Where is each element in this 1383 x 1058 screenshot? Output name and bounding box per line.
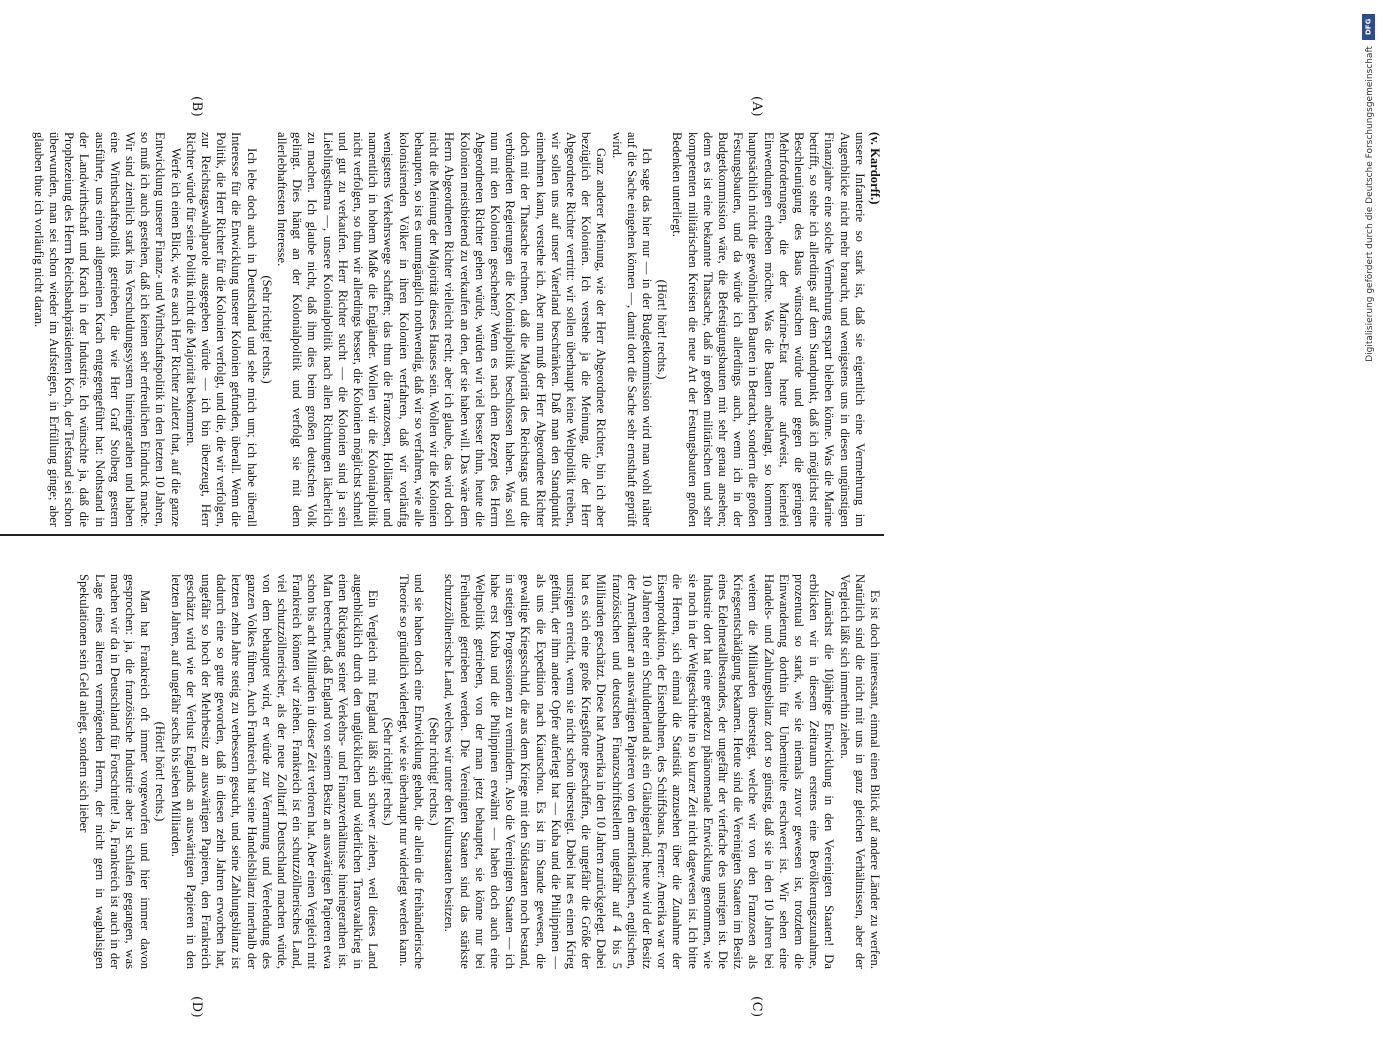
margin-label-a: (A): [749, 96, 764, 118]
paragraph: Zunächst die 10jährige Entwicklung in den Vereinigten Staaten! Da erblicken wir in diesem Zeitraum erstens eine Bevölkerungszunahme, prozentual so stark, wie sie niemals zuvor gewesen ist, trotzdem die Einwanderung dorthin für Unbemittelte erschwert ist. Wir sehen eine Handels- und Zahlungsbilanz dort so günstig, daß sie in den 10 Jahren bei weitem die Milliarden übersteigt, welche wir von den Franzosen als Kriegsentschädigung bekamen. Heute sind die Vereinigten Staaten im Besitz eines Edelmetallbestandes, der ungefähr der vierfache des unsrigen ist. Die Industrie dort hat eine geradezu phänomenale Entwicklung genommen, wie sie noch in der Weltgeschichte in so kurzer Zeit nicht dagewesen ist. Ich bitte die Herren, sich einmal die Statistik anzusehen über die Zunahme der Eisenproduktion, der Eisenbahnen, des Schiffsbaus. Ferner: Amerika war vor 10 Jahren eher ein Schuldnerland als ein Gläubigerland; heute wird der Besitz der Amerikaner an auswärtigen Papieren von den amerikanischen, englischen, französischen und deutschen Finanzschriftstellern ungefähr auf 4 bis 5 Milliarden geschätzt. Diese hat Amerika in den 10 Jahren zurückgelegt. Dabei hat es sich eine große Kriegsflotte geschaffen, die ungefähr die Größe der unsrigen erreicht, wenn sie nicht schon übersteigt. Dabei hat es einen Krieg geführt, der ihm andere Opfer auferlegt hat — Kuba und die Philippinen — als uns die Expedition nach Kiautschou. Es ist im Stande gewesen, die gewaltige Kriegsschuld, die aus dem Kriege mit den Südstaaten noch bestand, in stetigen Progressionen zu vermindern. Also die Vereinigten Staaten — ich habe erst Kuba und die Philippinen erwähnt — haben doch auch eine Weltpolitik getrieben, von der man jetzt behauptet, sie könne nur bei Freihandel getrieben werden. Die Vereinigten Staaten sind das stärkste schutzzöllnerische Land, welches wir unter den Kulturstaaten besitzen.: [442, 574, 837, 969]
paragraph: Ich sage das hier nur — in der Budgetkommission wird man wohl näher auf die Sache eingehen können —, damit dort die Sache sehr ernsthaft geprüft wird.: [609, 132, 654, 527]
paragraph: unsere Infanterie so stark ist, daß sie eigentlich eine Vermehrung im Augenblicke nicht mehr braucht, und wenigstens uns in diesen ungünstigen Finanzjahre eine solche Vermehrung erspart bleiben könne. Was die Marine betrifft, so stehe ich allerdings auf dem Standpunkt, daß ich möglichst eine Beschleunigung des Baus wünschen würde und gegen die geringen Mehrforderungen, die der Marine-Etat heute aufweist, keinerlei Einwendungen erheben möchte. Was die Bauten anbelangt, so kommen hauptsächlich nicht die gewöhnlichen Bauten in Betracht, sondern die großen Festungsbauten, und da würde ich allerdings auch, wenn ich in der Budgetkommission wäre, die Befestigungsbauten mit sehr genau ansehen; denn es ist eine bekannte Thatsache, daß in großen militärischen und sehr kompetenten militärischen Kreisen die neue Art der Festungsbauten großen Bedenken unterliegt.: [670, 132, 867, 527]
left-text-column: [0, 132, 882, 527]
dfg-logo-text: DFG: [1364, 18, 1373, 36]
margin-label-b: (B): [189, 96, 204, 118]
interjection: (Sehr richtig! rechts.): [259, 275, 274, 384]
speaker-label: (v. Kardorff.): [868, 132, 882, 205]
paragraph: Man hat Frankreich oft immer vorgeworfen und hier immer davon gesprochen: ja, die französische Industrie aber ist schlafen gegangen, was machen wir da in Deutschland für Fortschritte! Ja, Frankreich ist auch in der Lage eines älteren vermögenden Herrn, der nicht gern in waghalsigen Spekulationen sein Geld anlegt, sondern sich lieber: [77, 574, 153, 969]
scanned-page: [0, 58, 942, 1058]
margin-label-c: (C): [749, 996, 764, 1018]
paragraph: Es ist doch interessant, einmal einen Blick auf andere Länder zu werfen. Natürlich sind die nicht mit uns in ganz gleichen Verhältnissen, aber der Vergleich läßt sich immerhin ziehen.: [837, 574, 882, 969]
digitization-sidebar: [1361, 6, 1375, 996]
paragraph: Ganz anderer Meinung, wie der Herr Abgeordnete Richter, bin ich aber bezüglich der Kolonien. Ich verstehe ja die Meinung, die der Herr Abgeordnete Richter vertritt: wir sollen überhaupt keine Weltpolitik treiben, wir sollen uns auf unser Vaterland beschränken. Daß man den Standpunkt einnehmen kann, verstehe ich. Aber nun muß der Herr Abgeordnete Richter doch mit der Thatsache rechnen, daß die Majorität des Reichstags und die verbündeten Regierungen die Kolonialpolitik beschlossen haben. Was soll nun mit den Kolonien geschehen? Wenn es nach dem Rezept des Herrn Abgeordneten Richter gehen würde, würden wir viel besser thun, heute die Kolonien meistbietend zu verkaufen an den, der sie haben will. Das wäre dem Herrn Abgeordneten Richter vielleicht recht; aber ich glaube, das wird doch nicht die Meinung der Majorität dieses Hauses sein. Wollen wir die Kolonien behaupten, so ist es unumgänglich nothwendig, daß wir so verfahren, wie alle kolonisirenden Völker in ihren Kolonien verfahren, daß wir vorläufig wenigstens Verkehrswege schaffen; das thun die Franzosen, Holländer und namentlich in hohem Maße die Engländer. Wollen wir die Kolonialpolitik nicht verfolgen, so thun wir allerdings besser, die Kolonien möglichst schnell und gut zu verkaufen. Herr Richter sucht — die Kolonien sind ja sein Lieblingsthema —, unsere Kolonialpolitik nach allen Richtungen lächerlich zu machen. Ich glaube nicht, daß ihm dies beim großen deutschen Volk gelingt. Dies hängt an der Kolonialpolitik und verfolgt sie mit dem allerlebhaftesten Interesse.: [275, 132, 609, 527]
paragraph: Ein Vergleich mit England läßt sich schwer ziehen, weil dieses Land augenblicklich durch den unglücklichen und widerlichen Transvaalkrieg in einen Rückgang seiner Verkehrs- und Finanzverhältnisse hineingerathen ist. Man berechnet, daß England von seinem Besitz an auswärtigen Papieren etwa schon bis acht Milliarden in dieser Zeit verloren hat. Aber einen Vergleich mit Frankreich können wir ziehen. Frankreich ist ein schutzzöllnerisches Land, viel schutzzöllnerischer, als der neue Zolltarif Deutschland machen würde, von dem behauptet wird, er würde zur Verarmung und Verelendung des ganzen Volkes führen. Auch Frankreich hat seine Handelsbilanz innerhalb der letzten zehn Jahre stetig zu verbessern gesucht, und seine Zahlungsbilanz ist dadurch eine so gute geworden, daß in diesen zehn Jahren erworben hat, ungefähr so hoch der Mehrbesitz an auswärtigen Papieren, den Frankreich geschätzt wird wie der Verlust Englands an auswärtigen Papieren in den letzten Jahren, auf ungefähr sechs bis sieben Milliarden.: [168, 574, 381, 969]
paragraph: Werfe ich einen Blick, wie es auch Herr Richter zuletzt that, auf die ganze Entwicklung unserer Finanz- und Wirthschaftspolitik in den letzten 10 Jahren, so muß ich auch gestehen, daß ich keinen sehr erfreulichen Eindruck mache. Wir sind ziemlich stark ins Verschuldungssystem hineingerathen und haben eine Wirthschaftspolitik getrieben, die wie Herr Graf Stolberg gestern ausführte, uns einem allgemeinen Krach entgegengeführt hat: Nothstand in der Landwirthschaft und Krach in der Industrie. Ich wünschte ja, daß die Prophezeiung des Herrn Reichsbankpräsidenten Koch, der Tiefstand sei schon überwunden, man sei schon wieder im Aufsteigen, in Erfüllung ginge; aber glauben thue ich vorläufig nicht daran.: [31, 132, 183, 527]
dfg-logo: [1362, 14, 1375, 40]
paragraph: Ich lebe doch auch in Deutschland und sehe mich um; ich habe überall Interesse für die Entwicklung unserer Kolonien gefunden, überall. Wenn die Politik, die Herr Richter für die Kolonien verfolgt, und die, die wir verfolgen, zur Reichstagswahlparole ausgegeben würde — ich bin überzeugt, Herr Richter würde für seine Politik nicht die Majorität bekommen.: [183, 132, 259, 527]
right-text-column: [0, 574, 882, 969]
interjection: (Hört! hört! rechts.): [153, 721, 168, 822]
column-divider: [0, 534, 884, 536]
interjection: (Hört! hört! rechts.): [655, 279, 670, 380]
interjection: (Sehr richtig! rechts.): [427, 717, 442, 826]
paragraph: und sie haben doch eine Entwicklung gehabt, die allein die freihändlerische Theorie so gründlich widerlegt, wie sie überhaupt nur widerlegt werden kann.: [396, 574, 426, 969]
interjection: (Sehr richtig! rechts.): [381, 717, 396, 826]
dfg-credit-text: Digitalisierung gefördert durch die Deutsche Forschungsgemeinschaft: [1365, 46, 1375, 362]
margin-label-d: (D): [189, 996, 204, 1019]
